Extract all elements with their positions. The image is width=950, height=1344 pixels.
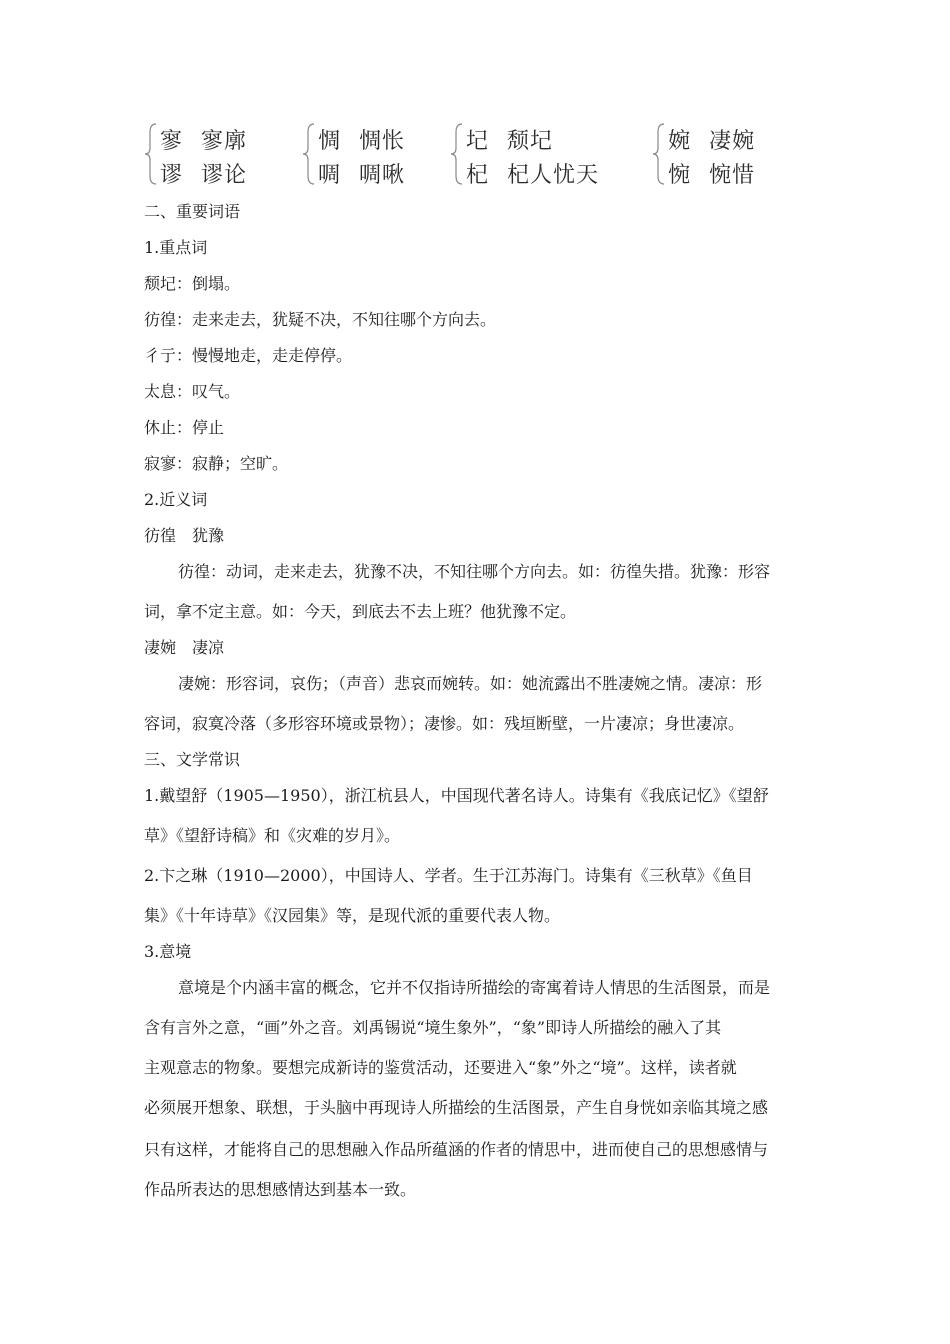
- paragraph-line: 只有这样，才能将自己的思想融入作品所蕴涵的作者的情思中，进而使自己的思想感情与: [144, 1140, 769, 1159]
- paragraph-line: 草》《望舒诗稿》和《灾难的岁月》。: [144, 826, 401, 845]
- char: 谬: [160, 163, 184, 188]
- char: 杞: [466, 163, 490, 188]
- word: 惆怅: [359, 129, 406, 154]
- brace-icon: [302, 122, 316, 186]
- subheading: 2.近义词: [144, 490, 208, 509]
- word: 凄婉: [709, 129, 756, 154]
- section-heading: 三、文学常识: [144, 750, 241, 769]
- brace-icon: [144, 122, 158, 186]
- section-heading: 二、重要词语: [144, 202, 241, 221]
- word: 杞人忧天: [507, 163, 600, 188]
- char: 惋: [668, 163, 692, 188]
- paragraph-line: 必须展开想象、联想，于头脑中再现诗人所描绘的生活图景，产生自身恍如亲临其境之感: [144, 1098, 769, 1117]
- paragraph-line: 凄婉：形容词，哀伤；（声音）悲哀而婉转。如：她流露出不胜凄婉之情。凄凉：形: [178, 674, 763, 693]
- definition: 太息：叹气。: [144, 382, 241, 401]
- definition: 颓圮：倒塌。: [144, 274, 241, 293]
- char: 圮: [466, 129, 490, 154]
- word: 惋惜: [709, 163, 756, 188]
- char-row-1: [318, 124, 405, 155]
- paragraph-line: 2.卞之琳（1910—2000），中国诗人、学者。生于江苏海门。诗集有《三秋草》《鱼目: [144, 866, 753, 885]
- char-row-1: [466, 124, 553, 155]
- definition: 休止：停止: [144, 418, 225, 437]
- synonym-pair-title: 彷徨 犹豫: [144, 526, 225, 545]
- char-row-2: [466, 158, 599, 189]
- brace-icon: [450, 122, 464, 186]
- char: 惆: [318, 129, 342, 154]
- word: 啁啾: [359, 163, 406, 188]
- synonym-pair-title: 凄婉 凄凉: [144, 638, 225, 657]
- word: 谬论: [201, 163, 248, 188]
- subheading: 3.意境: [144, 942, 192, 961]
- char-row-1: [668, 124, 755, 155]
- char: 啁: [318, 163, 342, 188]
- definition: 寂寥：寂静；空旷。: [144, 454, 289, 473]
- char-row-2: [668, 158, 755, 189]
- paragraph-line: 彷徨：动词，走来走去，犹豫不决，不知往哪个方向去。如：彷徨失措。犹豫：形容: [178, 562, 771, 581]
- char-row-1: [160, 124, 247, 155]
- paragraph-line: 含有言外之意，“画”外之音。刘禹锡说“境生象外”，“象”即诗人所描绘的融入了其: [144, 1018, 722, 1037]
- char: 寥: [160, 129, 184, 154]
- char-row-2: [318, 158, 405, 189]
- paragraph-line: 作品所表达的思想感情达到基本一致。: [144, 1180, 417, 1199]
- word: 寥廓: [201, 129, 248, 154]
- paragraph-line: 词，拿不定主意。如：今天，到底去不去上班？他犹豫不定。: [144, 602, 577, 621]
- paragraph-line: 1.戴望舒（1905—1950），浙江杭县人，中国现代著名诗人。诗集有《我底记忆》《望舒: [144, 786, 769, 805]
- paragraph-line: 容词，寂寞冷落（多形容环境或景物）；凄惨。如：残垣断壁，一片凄凉；身世凄凉。: [144, 714, 745, 733]
- word: 颓圮: [507, 129, 554, 154]
- subheading: 1.重点词: [144, 238, 208, 257]
- char-group-table: [144, 118, 804, 190]
- char-row-2: [160, 158, 247, 189]
- char: 婉: [668, 129, 692, 154]
- paragraph-line: 集》《十年诗草》《汉园集》等，是现代派的重要代表人物。: [144, 906, 561, 925]
- definition: 彷徨：走来走去，犹疑不决，不知往哪个方向去。: [144, 310, 497, 329]
- brace-icon: [652, 122, 666, 186]
- paragraph-line: 意境是个内涵丰富的概念，它并不仅指诗所描绘的寄寓着诗人情思的生活图景，而是: [178, 978, 771, 997]
- paragraph-line: 主观意志的物象。要想完成新诗的鉴赏活动，还要进入“象”外之“境”。这样，读者就: [144, 1058, 737, 1077]
- definition: 彳亍：慢慢地走，走走停停。: [144, 346, 353, 365]
